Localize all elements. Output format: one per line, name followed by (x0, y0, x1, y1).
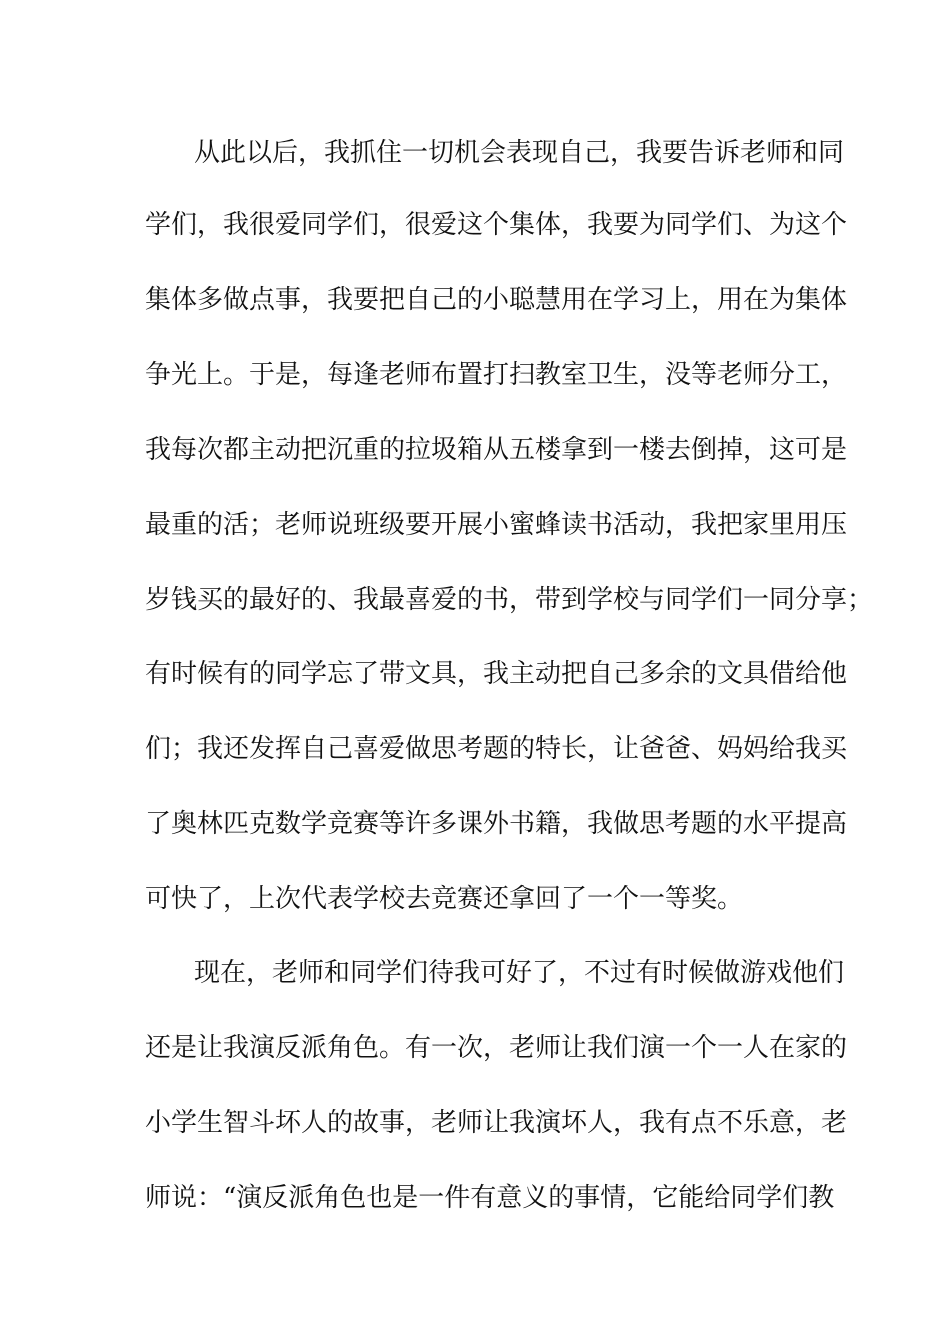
paragraph-2-line-3: 小学生智斗坏人的故事，老师让我演坏人，我有点不乐意，老 (145, 1108, 848, 1138)
paragraph-2-line-2: 还是让我演反派角色。有一次，老师让我们演一个一人在家的 (145, 1033, 848, 1063)
paragraph-1-line-5: 我每次都主动把沉重的拉圾箱从五楼拿到一楼去倒掉，这可是 (145, 435, 848, 465)
paragraph-1-line-11: 可快了，上次代表学校去竞赛还拿回了一个一等奖。 (145, 884, 744, 914)
paragraph-1-line-2: 学们，我很爱同学们，很爱这个集体，我要为同学们、为这个 (145, 210, 848, 240)
paragraph-1-line-8: 有时候有的同学忘了带文具，我主动把自己多余的文具借给他 (145, 659, 848, 689)
paragraph-1-line-6: 最重的活；老师说班级要开展小蜜蜂读书活动，我把家里用压 (145, 510, 848, 540)
paragraph-1-line-3: 集体多做点事，我要把自己的小聪慧用在学习上，用在为集体 (145, 285, 848, 315)
paragraph-1-line-4: 争光上。于是，每逢老师布置打扫教室卫生，没等老师分工， (145, 360, 848, 390)
paragraph-1-line-7: 岁钱买的最好的、我最喜爱的书，带到学校与同学们一同分享； (145, 585, 874, 615)
paragraph-1-line-1: 从此以后，我抓住一切机会表现自己，我要告诉老师和同 (194, 138, 845, 168)
paragraph-1-line-9: 们；我还发挥自己喜爱做思考题的特长，让爸爸、妈妈给我买 (145, 734, 848, 764)
paragraph-1-line-10: 了奥林匹克数学竞赛等许多课外书籍，我做思考题的水平提高 (145, 809, 848, 839)
paragraph-2-line-1: 现在，老师和同学们待我可好了，不过有时候做游戏他们 (194, 958, 845, 988)
paragraph-2-line-4: 师说：“演反派角色也是一件有意义的事情，它能给同学们教 (145, 1183, 835, 1213)
